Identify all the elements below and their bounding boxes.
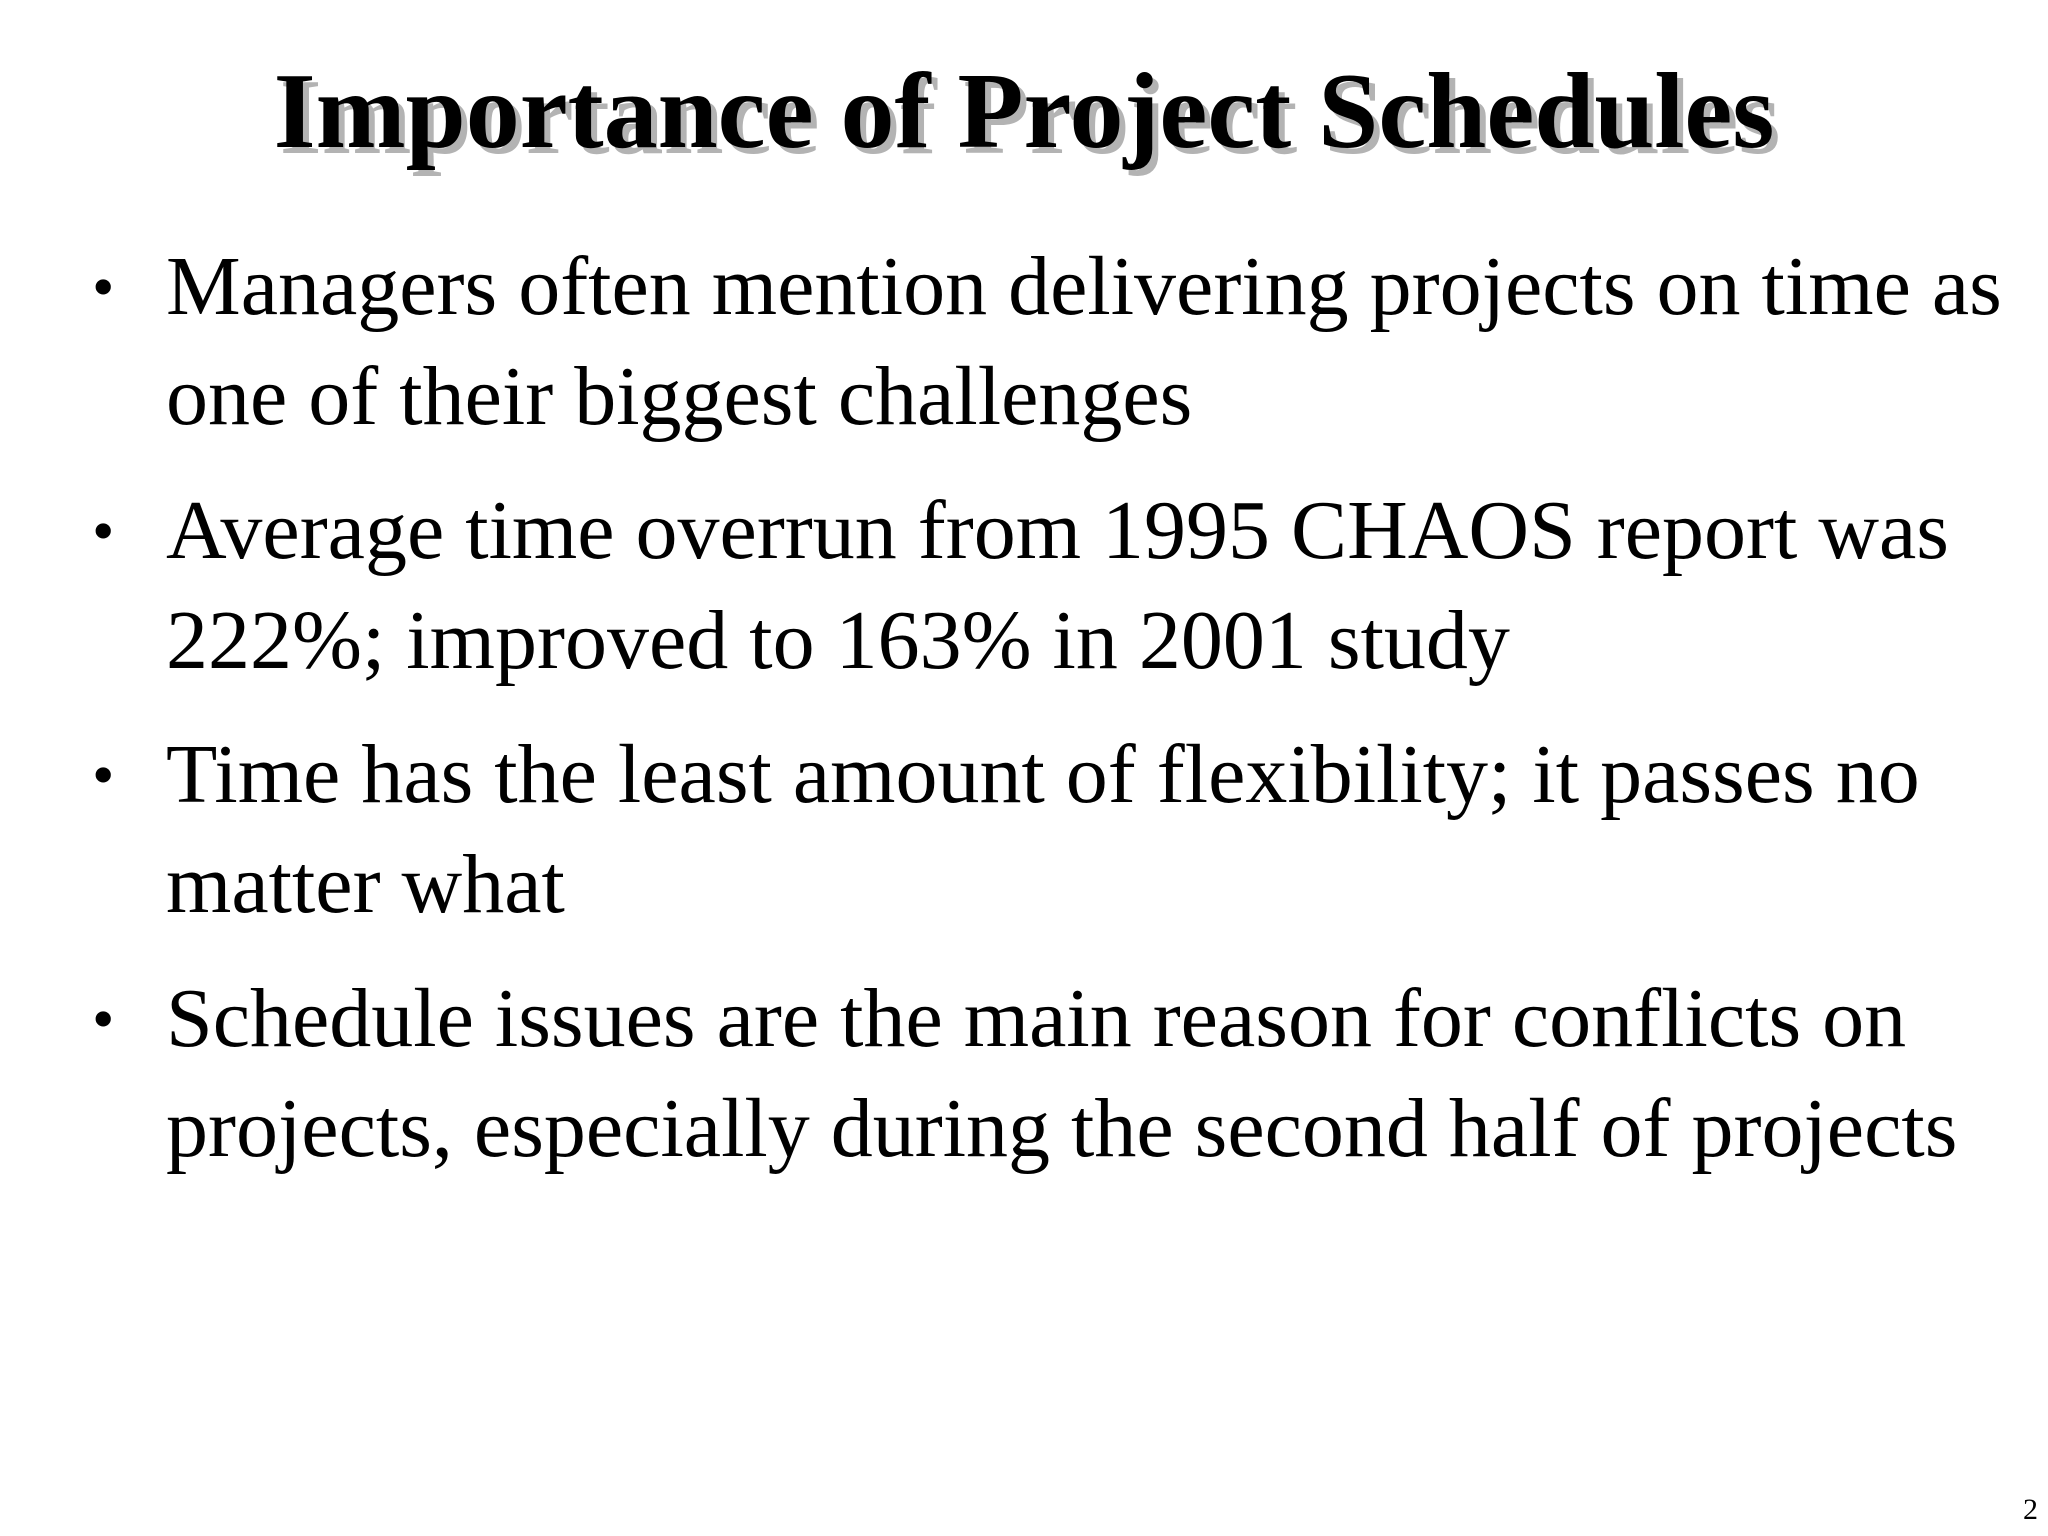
bullet-item-1 <box>88 232 2018 452</box>
bullet-text: Managers often mention delivering projects on time as one of their biggest challenges <box>166 240 2002 443</box>
page-number: 2 <box>2023 1493 2038 1526</box>
bullet-item-4 <box>88 964 2018 1184</box>
bullet-icon: • <box>92 739 115 810</box>
bullet-icon: • <box>92 251 115 322</box>
bullet-list <box>88 232 2018 1208</box>
bullet-icon: • <box>92 495 115 566</box>
slide-title: Importance of Project Schedules <box>273 52 1775 171</box>
bullet-text: Time has the least amount of flexibility; it passes no matter what <box>166 728 1920 931</box>
bullet-item-3 <box>88 720 2018 940</box>
bullet-icon: • <box>92 983 115 1054</box>
bullet-item-2 <box>88 476 2018 696</box>
bullet-text: Schedule issues are the main reason for conflicts on projects, especially during the second half of projects <box>166 972 1958 1175</box>
bullet-text: Average time overrun from 1995 CHAOS report was 222%; improved to 163% in 2001 study <box>166 484 1949 687</box>
